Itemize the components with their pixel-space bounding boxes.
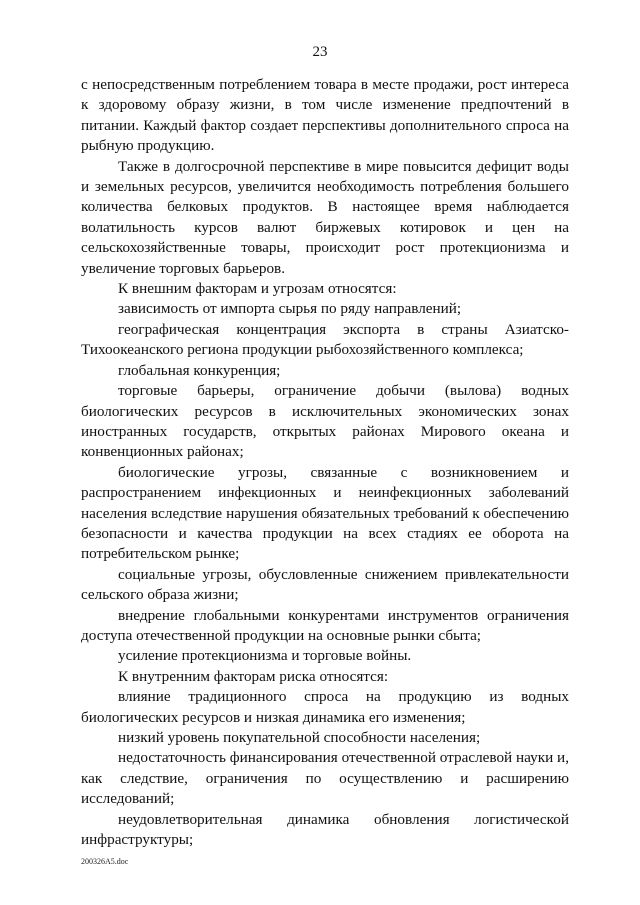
list-item-protectionism: усиление протекционизма и торговые войны. (118, 647, 412, 665)
list-item-traditional-demand: влияние традиционного спроса на продукцию из водных биологических ресурсов и низкая динамика его изменения; (81, 688, 569, 726)
paragraph-2: Также в долгосрочной перспективе в мире повысится дефицит воды и земельных ресурсов, увеличится необходимость потребления большего количества белковых продуктов. В настоящее время наблюдается волатильность курсов валют биржевых котировок и цен на сельскохозяйственные товары, происходит рост протекционизма и увеличение торговых барьеров. (81, 157, 569, 277)
list-item-access-restrictions: внедрение глобальными конкурентами инструментов ограничения доступа отечественной продукции на основные рынки сбыта; (81, 606, 569, 644)
list-item-global-competition: глобальная конкуренция; (118, 361, 281, 379)
list-item-import-dependency: зависимость от импорта сырья по ряду направлений; (118, 300, 462, 318)
list-item-trade-barriers: торговые барьеры, ограничение добычи (вылова) водных биологических ресурсов в исключительных экономических зонах иностранных государств, открытых районах Мирового океана и конвенционных районах; (81, 382, 569, 461)
list-item-social-threats: социальные угрозы, обусловленные снижением привлекательности сельского образа жизни; (81, 565, 569, 604)
footer-filename: 200326A5.doc (81, 857, 129, 866)
paragraph-external-factors-heading: К внешним факторам и угрозам относятся: (118, 280, 397, 298)
list-item-logistics-infrastructure: неудовлетворительная динамика обновления логистической инфраструктуры; (81, 810, 569, 849)
document-body (81, 75, 569, 850)
list-item-biological-threats: биологические угрозы, связанные с возникновением и распространением инфекционных и неинфекционных заболеваний населения вследствие нарушения обязательных требований к обеспечению безопасности и качества продукции на всех стадиях ее оборота на потребительском рынке; (81, 463, 569, 563)
paragraph-internal-factors-heading: К внутренним факторам риска относятся: (118, 667, 389, 685)
page-number: 23 (312, 44, 328, 60)
list-item-purchasing-power: низкий уровень покупательной способности населения; (118, 729, 481, 746)
list-item-export-concentration: географическая концентрация экспорта в страны Азиатско-Тихоокеанского региона продукции рыбохозяйственного комплекса; (81, 320, 569, 359)
paragraph-1: с непосредственным потреблением товара в месте продажи, рост интереса к здоровому образу жизни, в том числе изменение предпочтений в питании. Каждый фактор создает перспективы дополнительного спроса на рыбную продукцию. (81, 76, 569, 155)
list-item-science-funding: недостаточность финансирования отечественной отраслевой науки и, как следствие, ограничения по осуществлению и расширению исследований; (81, 749, 569, 808)
